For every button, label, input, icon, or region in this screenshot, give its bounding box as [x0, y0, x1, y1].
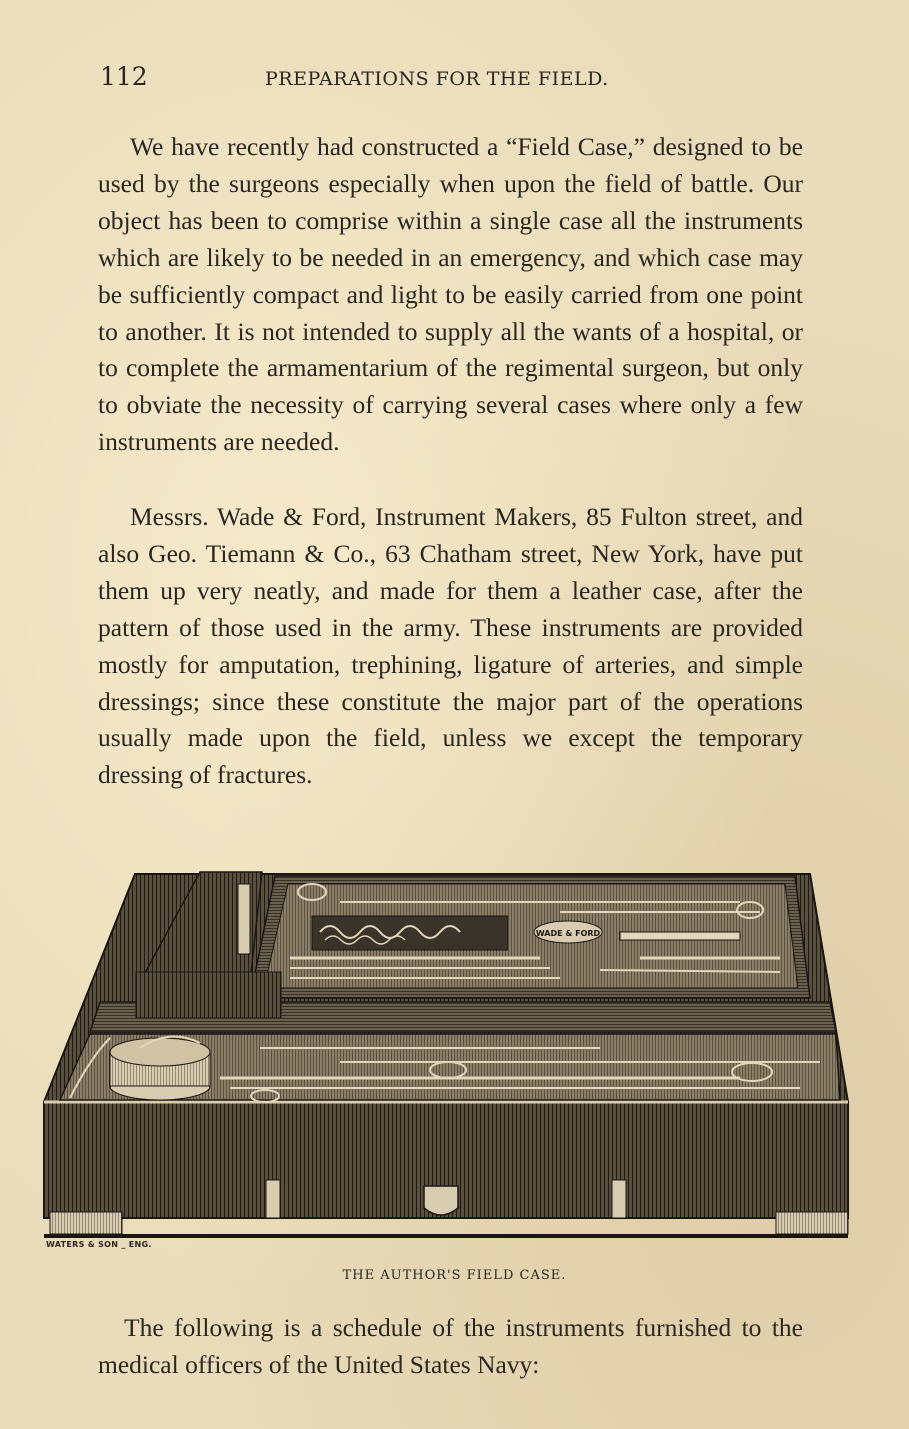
- figure-caption: THE AUTHOR'S FIELD CASE.: [342, 1268, 567, 1283]
- engraver-credit: WATERS & SON _ ENG.: [46, 1240, 152, 1249]
- paragraph-navy-schedule: The following is a schedule of the instruments furnished to the medical officers of the United States Navy:: [98, 1313, 803, 1379]
- running-head: [100, 62, 803, 98]
- paragraph-field-case: We have recently had constructed a “Field Case,” designed to be used by the surgeons especially when upon the field of battle. Our object has been to comprise within a single case all the instruments which are likely to be needed in an emergency, and which case may be sufficiently compact and light to be easily carried from one point to another. It is not intended to supply all the wants of a hospital, or to complete the armamentarium of the regimental surgeon, but only to obviate the necessity of carrying several cases where only a few instruments are needed.: [98, 132, 803, 457]
- running-title: PREPARATIONS FOR THE FIELD.: [265, 68, 609, 90]
- field-case-engraving: [40, 862, 856, 1242]
- maker-label: WADE & FORD: [535, 929, 601, 938]
- page-number: 112: [100, 62, 148, 91]
- field-case-illustration: [40, 862, 856, 1242]
- paragraph-instrument-makers: Messrs. Wade & Ford, Instrument Makers, 85 Fulton street, and also Geo. Tiemann & Co., 63 Chatham street, New York, have put them up very neatly, and made for them a leather case, after the pattern of those used in the army. These instruments are provided mostly for amputation, trephining, ligature of arteries, and simple dressings; since these constitute the major part of the operations usually made upon the field, unless we except the temporary dressing of fractures.: [98, 502, 803, 790]
